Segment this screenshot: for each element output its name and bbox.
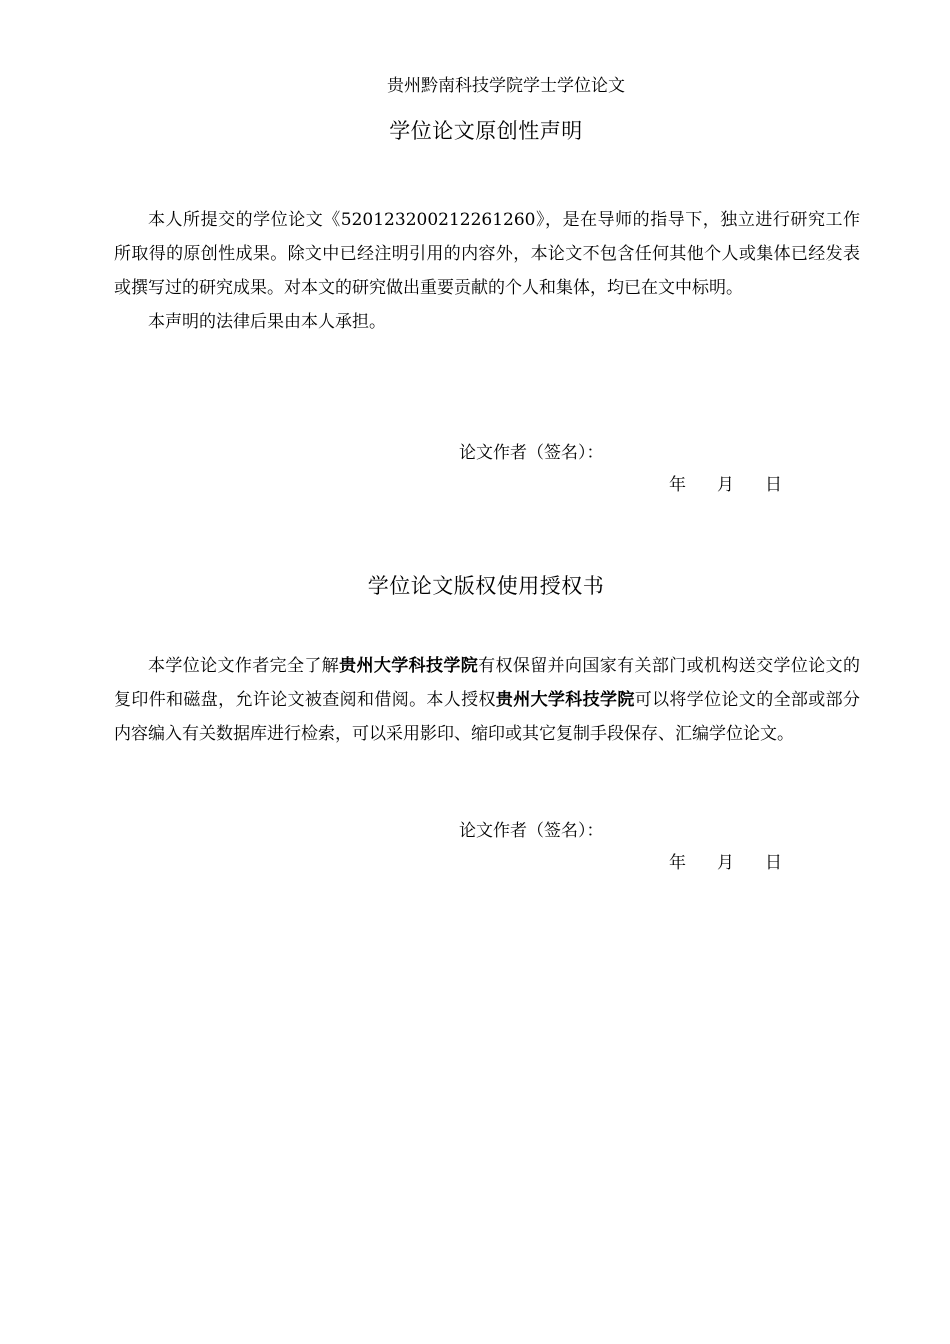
date-day-label: 日: [765, 475, 782, 495]
date-day-label: 日: [765, 853, 782, 873]
date-year-label: 年: [669, 853, 686, 873]
declaration-paragraph-1: 本人所提交的学位论文《520123200212261260》，是在导师的指导下，独立进行研究工作所取得的原创性成果。除文中已经注明引用的内容外，本论文不包含任何其他个人或集体已经发表或撰写过的研究成果。对本文的研究做出重要贡献的个人和集体，均已在文中标明。: [114, 210, 860, 298]
date-year-label: 年: [669, 475, 686, 495]
declaration-signature-label: 论文作者（签名）：: [459, 443, 604, 463]
declaration-date-line: [669, 473, 782, 497]
authorization-text-2: 有权保留并向国家有关部门或机构送交学位论文的复印件和磁盘，允许论文被查阅和借阅。本人授权: [114, 656, 860, 710]
authorization-signature-label: 论文作者（签名）：: [459, 821, 604, 841]
authorization-text-1: 本学位论文作者完全了解: [148, 656, 340, 676]
declaration-body: [114, 203, 860, 339]
school-name-1: 贵州大学科技学院: [339, 656, 479, 676]
declaration-title: 学位论文原创性声明: [389, 119, 583, 143]
authorization-body: [114, 649, 860, 751]
authorization-date-line: [669, 851, 782, 875]
running-header: 贵州黔南科技学院学士学位论文: [387, 76, 625, 96]
date-month-label: 月: [717, 853, 734, 873]
authorization-title: 学位论文版权使用授权书: [367, 574, 605, 598]
date-month-label: 月: [717, 475, 734, 495]
declaration-paragraph-2: 本声明的法律后果由本人承担。: [148, 312, 386, 332]
authorization-text-3: 可以将学位论文的全部或部分内容编入有关数据库进行检索，可以采用影印、缩印或其它复制手段保存、汇编学位论文。: [114, 690, 861, 744]
school-name-2: 贵州大学科技学院: [495, 690, 635, 710]
authorization-paragraph: [114, 649, 860, 751]
